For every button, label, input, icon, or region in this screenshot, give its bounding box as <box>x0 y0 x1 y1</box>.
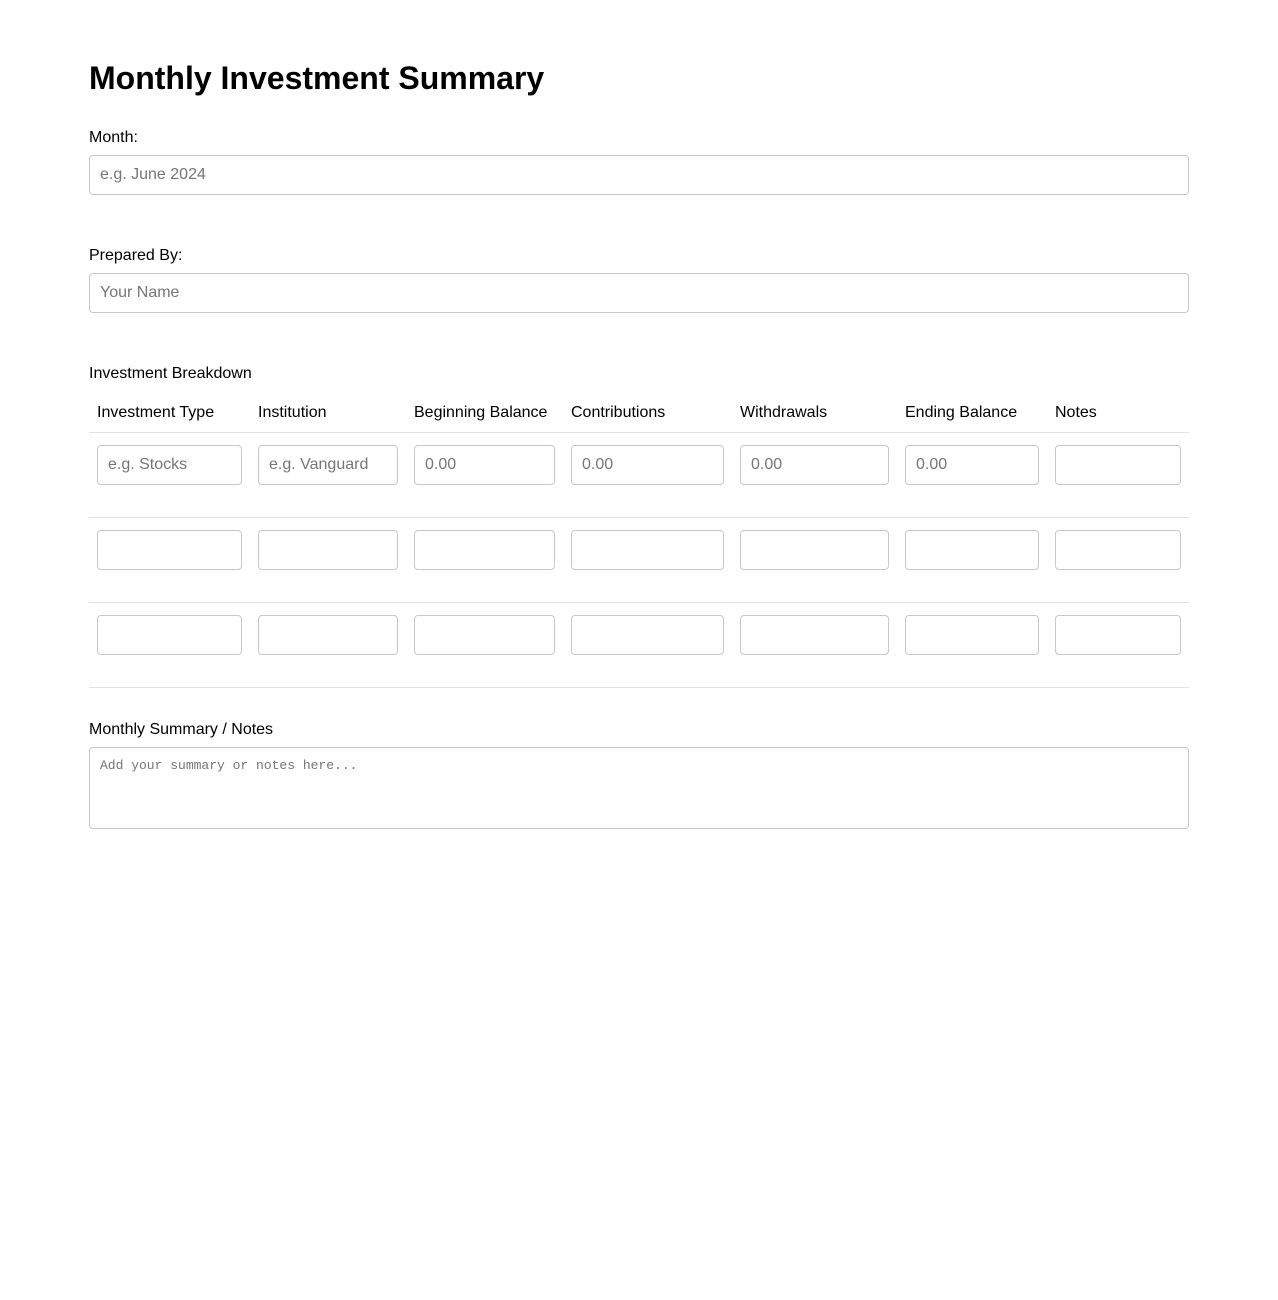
monthly-summary-textarea[interactable] <box>89 747 1189 829</box>
column-header-notes: Notes <box>1047 394 1189 432</box>
beginning-balance-input[interactable] <box>414 445 555 485</box>
column-header-investment-type: Investment Type <box>89 394 250 432</box>
table-row <box>89 602 1189 687</box>
investment-breakdown-table-wrapper <box>89 394 1189 688</box>
month-input[interactable] <box>89 155 1189 195</box>
institution-input[interactable] <box>258 615 398 655</box>
withdrawals-input[interactable] <box>740 615 889 655</box>
column-header-ending-balance: Ending Balance <box>897 394 1047 432</box>
institution-input[interactable] <box>258 445 398 485</box>
column-header-withdrawals: Withdrawals <box>732 394 897 432</box>
table-header-row <box>89 394 1189 432</box>
prepared-by-label: Prepared By: <box>89 247 183 264</box>
contributions-input[interactable] <box>571 530 724 570</box>
notes-input[interactable] <box>1055 445 1181 485</box>
monthly-summary-label: Monthly Summary / Notes <box>89 721 274 738</box>
ending-balance-input[interactable] <box>905 445 1039 485</box>
page-title: Monthly Investment Summary <box>89 60 545 96</box>
investment-breakdown-heading: Investment Breakdown <box>89 365 252 382</box>
withdrawals-input[interactable] <box>740 445 889 485</box>
withdrawals-input[interactable] <box>740 530 889 570</box>
month-label: Month: <box>89 129 138 146</box>
column-header-institution: Institution <box>250 394 406 432</box>
prepared-by-input[interactable] <box>89 273 1189 313</box>
beginning-balance-input[interactable] <box>414 615 555 655</box>
column-header-beginning-balance: Beginning Balance <box>406 394 563 432</box>
institution-input[interactable] <box>258 530 398 570</box>
contributions-input[interactable] <box>571 445 724 485</box>
contributions-input[interactable] <box>571 615 724 655</box>
table-row <box>89 432 1189 517</box>
table-row <box>89 517 1189 602</box>
beginning-balance-input[interactable] <box>414 530 555 570</box>
ending-balance-input[interactable] <box>905 530 1039 570</box>
investment-type-input[interactable] <box>97 615 242 655</box>
investment-type-input[interactable] <box>97 445 242 485</box>
column-header-contributions: Contributions <box>563 394 732 432</box>
investment-breakdown-table <box>89 394 1189 688</box>
notes-input[interactable] <box>1055 530 1181 570</box>
ending-balance-input[interactable] <box>905 615 1039 655</box>
notes-input[interactable] <box>1055 615 1181 655</box>
investment-type-input[interactable] <box>97 530 242 570</box>
